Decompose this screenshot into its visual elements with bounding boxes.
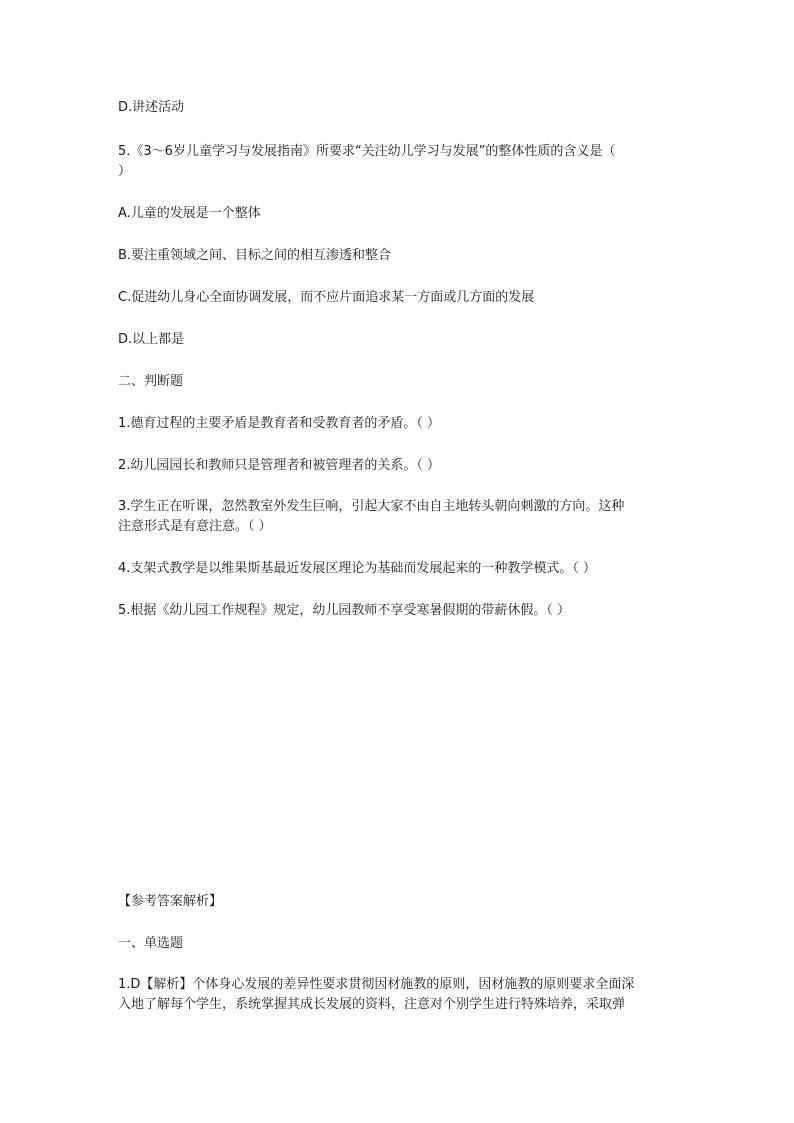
answer-section-title: 【参考答案解析】 [118, 894, 223, 909]
judgement-3: 3.学生正在听课，忽然教室外发生巨响，引起大家不由自主地转头朝向刺激的方向。这种 [118, 499, 625, 514]
section-heading-judgement: 二、判断题 [118, 374, 184, 389]
option-d-q5: D.以上都是 [118, 332, 185, 347]
option-a-q5: A.儿童的发展是一个整体 [118, 206, 261, 221]
option-c-q5: C.促进幼儿身心全面协调发展，而不应片面追求某一方面或几方面的发展 [118, 290, 535, 305]
question-5-cont: ） [118, 164, 132, 179]
judgement-2: 2.幼儿园园长和教师只是管理者和被管理者的关系。（ ） [118, 458, 441, 473]
answer-1-cont: 入地了解每个学生，系统掌握其成长发展的资料，注意对个别学生进行特殊培养，采取弹 [118, 997, 626, 1012]
judgement-1: 1.德育过程的主要矛盾是教育者和受教育者的矛盾。（ ） [118, 416, 441, 431]
judgement-3-cont: 注意形式是有意注意。（ ） [118, 519, 272, 534]
judgement-4: 4.支架式教学是以维果斯基最近发展区理论为基础而发展起来的一种教学模式。（ ） [118, 561, 597, 576]
section-heading-single-choice: 一、单选题 [118, 936, 184, 951]
option-b-q5: B.要注重领域之间、目标之间的相互渗透和整合 [118, 248, 392, 263]
question-5: 5.《3～6岁儿童学习与发展指南》所要求“关注幼儿学习与发展”的整体性质的含义是（ [118, 144, 616, 159]
judgement-5: 5.根据《幼儿园工作规程》规定，幼儿园教师不享受寒暑假期的带薪休假。（ ） [118, 603, 571, 618]
option-d-q4: D.讲述活动 [118, 100, 185, 115]
answer-1: 1.D【解析】个体身心发展的差异性要求贯彻因材施教的原则，因材施教的原则要求全面深 [118, 977, 635, 992]
